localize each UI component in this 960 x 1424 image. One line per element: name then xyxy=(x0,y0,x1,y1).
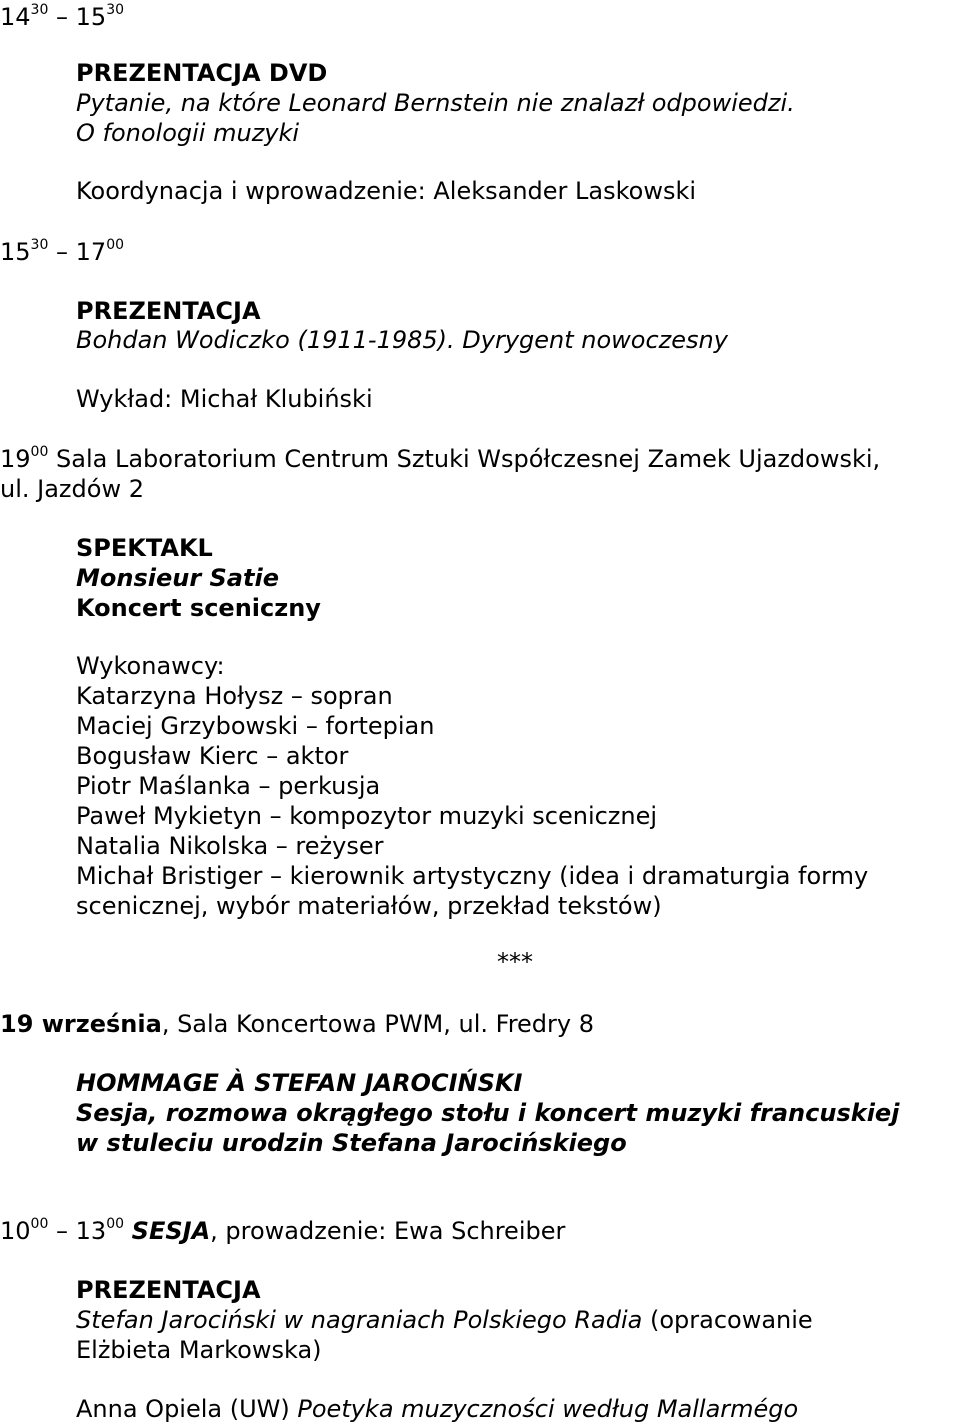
day2-heading: HOMMAGE À STEFAN JAROCIŃSKI xyxy=(76,1069,523,1097)
performer-line: Piotr Maślanka – perkusja xyxy=(76,772,381,800)
performer-line: Natalia Nikolska – reżyser xyxy=(76,832,384,860)
session2-type: PREZENTACJA xyxy=(76,297,261,325)
session1-title-line2: O fonologii muzyki xyxy=(76,119,300,147)
evening-venue-line1: $19^{00}$ Sala Laboratorium Centrum Sztuki Współczesnej Zamek Ujazdowski, xyxy=(0,444,881,473)
day2-session-line: $10^{00} - 13^{00}$ SESJA, prowadzenie: Ewa Schreiber xyxy=(0,1216,566,1245)
session1-title-line1: Pytanie, na które Leonard Bernstein nie znalazł odpowiedzi. xyxy=(76,89,795,117)
day2-subheading-line2: w stuleciu urodzin Stefana Jarocińskiego xyxy=(76,1129,627,1157)
day2-talk: Anna Opiela (UW) Poetyka muzyczności według Mallarmégo xyxy=(76,1395,799,1423)
performer-line: Bogusław Kierc – aktor xyxy=(76,742,349,770)
performer-line: Maciej Grzybowski – fortepian xyxy=(76,712,435,740)
session2-lecture: Wykład: Michał Klubiński xyxy=(76,385,373,413)
performer-line: Michał Bristiger – kierownik artystyczny (idea i dramaturgia formy xyxy=(76,862,869,890)
performer-line: scenicznej, wybór materiałów, przekład tekstów) xyxy=(76,892,662,920)
session2-time: $15^{30} - 17^{00}$ xyxy=(0,237,125,266)
performer-line: Katarzyna Hołysz – sopran xyxy=(76,682,393,710)
performers-label: Wykonawcy: xyxy=(76,652,225,680)
evening-type: SPEKTAKL xyxy=(76,534,213,562)
session1-time: $14^{30} - 15^{30}$ xyxy=(0,2,125,31)
evening-venue-line2: ul. Jazdów 2 xyxy=(0,475,144,503)
section-separator: *** xyxy=(497,948,533,976)
evening-subtitle: Koncert sceniczny xyxy=(76,594,321,622)
day2-presentation-author: Elżbieta Markowska) xyxy=(76,1336,322,1364)
session1-coordination: Koordynacja i wprowadzenie: Aleksander Laskowski xyxy=(76,177,697,205)
day2-presentation-type: PREZENTACJA xyxy=(76,1276,261,1304)
day2-date-venue: 19 września, Sala Koncertowa PWM, ul. Fredry 8 xyxy=(0,1010,595,1038)
session2-title: Bohdan Wodiczko (1911-1985). Dyrygent nowoczesny xyxy=(76,326,728,354)
day2-presentation-title: Stefan Jarociński w nagraniach Polskiego Radia (opracowanie xyxy=(76,1306,813,1334)
performer-line: Paweł Mykietyn – kompozytor muzyki scenicznej xyxy=(76,802,658,830)
day2-subheading-line1: Sesja, rozmowa okrągłego stołu i koncert muzyki francuskiej xyxy=(76,1099,900,1127)
evening-title: Monsieur Satie xyxy=(76,564,279,592)
session1-type: PREZENTACJA DVD xyxy=(76,59,328,87)
